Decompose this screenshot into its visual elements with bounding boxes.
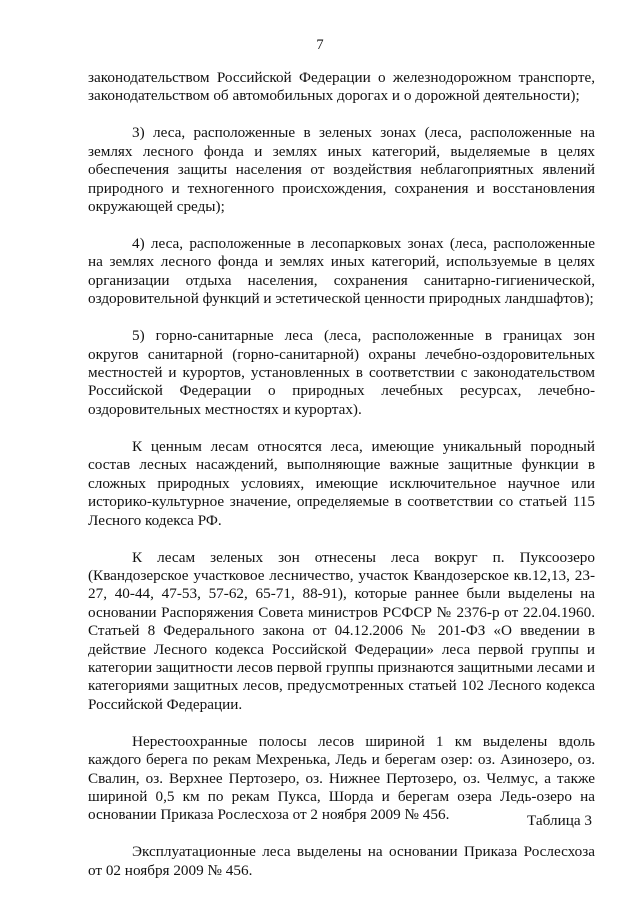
paragraph-spawning-protection: Нерестоохранные полосы лесов шириной 1 км выделены вдоль каждого берега по рекам Мехренька, Ледь и берегам озер: оз. Азинозеро, оз. Свалин, оз. Верхнее Пертозеро, оз. Нижнее Пертозеро, оз. Челмус, а также шириной 0,5 км по рекам Пукса, Шорда и берегам озера Ледь-озеро на основании Приказа Рослесхоза от 2 ноября 2009 № 456. — [88, 732, 595, 824]
document-body — [88, 69, 595, 880]
page-number: 7 — [316, 37, 324, 53]
paragraph-continuation: законодательством Российской Федерации о железнодорожном транспорте, законодательством об автомобильных дорогах и о дорожной деятельности); — [88, 69, 595, 105]
paragraph-valuable-forests: К ценным лесам относятся леса, имеющие уникальный породный состав лесных насаждений, выполняющие важные защитные функции в сложных природных условиях, имеющие исключительное научное или историко-культурное значение, определяемые в соответствии со статьей 115 Лесного кодекса РФ. — [88, 437, 595, 529]
table-caption: Таблица 3 — [527, 812, 592, 829]
paragraph-green-zone-forests: К лесам зеленых зон отнесены леса вокруг п. Пуксоозеро (Квандозерское участковое лесничество, участок Квандозерское кв.12,13, 23-27, 40-44, 47-53, 57-62, 65-71, 88-91), которые раннее были выделены на основании Распоряжения Совета министров РСФСР № 2376-р от 22.04.1960. Статьей 8 Федерального закона от 04.12.2006 № 201-ФЗ «О введении в действие Лесного кодекса Российской Федерации» леса первой группы и категории защитности лесов первой группы признаются защитными лесами и категориями защитных лесов, предусмотренных статьей 102 Лесного кодекса Российской Федерации. — [88, 548, 595, 713]
paragraph-forest-park-zones: 4) леса, расположенные в лесопарковых зонах (леса, расположенные на землях лесного фонда и землях иных категорий, используемые в целях организации отдыха населения, сохранения санитарно-гигиенической, оздоровительной функций и эстетической ценности природных ландшафтов); — [88, 235, 595, 308]
paragraph-production-forests: Эксплуатационные леса выделены на основании Приказа Рослесхоза от 02 ноября 2009 № 456. — [88, 843, 595, 879]
paragraph-green-zones: 3) леса, расположенные в зеленых зонах (леса, расположенные на землях лесного фонда и землях иных категорий, выделяемые в целях обеспечения защиты населения от воздействия неблагоприятных явлений природного и техногенного происхождения, сохранения и восстановления окружающей среды); — [88, 124, 595, 216]
paragraph-mountain-sanitary: 5) горно-санитарные леса (леса, расположенные в границах зон округов санитарной (горно-санитарной) охраны лечебно-оздоровительных местностей и курортов, установленных в соответствии с законодательством Российской Федерации о природных лечебных ресурсах, лечебно-оздоровительных местностях и курортах). — [88, 327, 595, 418]
